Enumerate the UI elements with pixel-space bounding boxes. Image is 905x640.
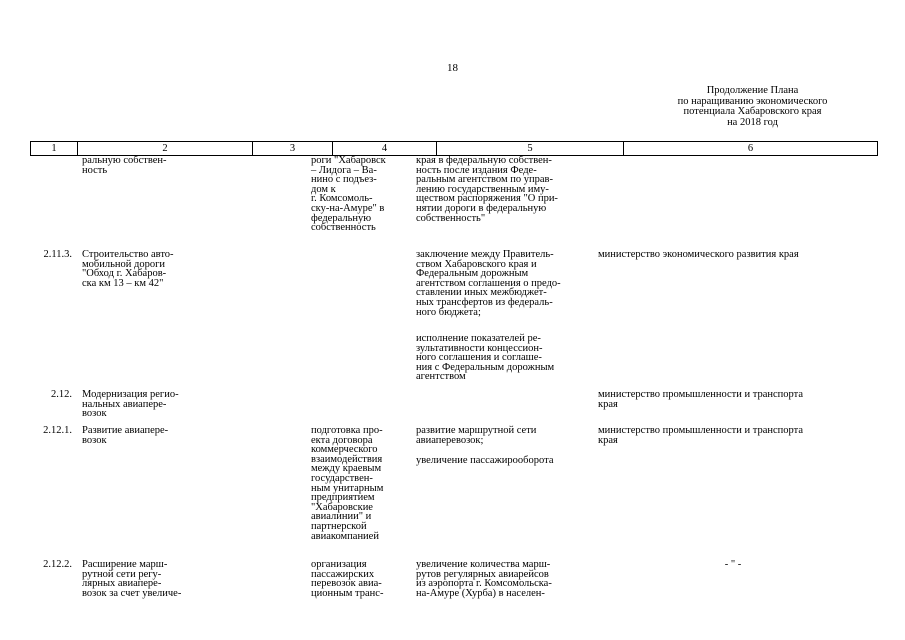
column-number-1: 1 (31, 142, 78, 156)
row-3-action: подготовка про- екта договора коммерческого взаимодействия между краевым государствен- ным унитарным предприятием "Хабаровские авиалинии" и партнерской авиакомпанией (311, 425, 384, 542)
plan-header (640, 86, 865, 128)
row-1-result: заключение между Правитель- ством Хабаровского края и Федеральным дорожным агентством соглашения о предо- ставлении иных межбюджет- ных трансфертов из федераль- ного бюджета; (416, 249, 561, 318)
row-2-responsible: министерство промышленности и транспорта края (598, 389, 804, 410)
row-3-responsible: министерство промышленности и транспорта края (598, 425, 804, 446)
header-line-1: Продолжение Плана (706, 85, 799, 96)
header-line-3: потенциала Хабаровского края (683, 106, 822, 117)
row-1-result-2: исполнение показателей ре- зультативности концессион- ного соглашения и соглаше- ния с Федеральным дорожным агентством (416, 333, 555, 383)
column-number-header (30, 141, 878, 156)
row-0-action: роги "Хабаровск – Лидога – Ва- нино с подъез- дом к г. Комсомоль- ску-на-Амуре" в федеральную собственность (311, 155, 386, 234)
column-number-2: 2 (78, 142, 253, 156)
row-4-action: организация пассажирских перевозок авиа- ционным транс- (311, 559, 384, 599)
row-2-number: 2.12. (51, 389, 72, 400)
row-2-task: Модернизация регио- нальных авиапере- возок (82, 389, 179, 420)
column-number-3: 3 (253, 142, 333, 156)
row-0-result: края в федеральную собствен- ность после издания Феде- ральным агентством по управ- лению государственным иму- ществом распоряжения "О при- нятии дороги в федеральную собственность" (416, 155, 558, 224)
column-number-4: 4 (333, 142, 437, 156)
header-line-2: по наращиванию экономического (677, 95, 828, 107)
row-1-task: Строительство авто- мобильной дороги "Обход г. Хабаров- ска км 13 – км 42" (82, 249, 174, 289)
row-4-number: 2.12.2. (43, 559, 72, 570)
row-3-result: развитие маршрутной сети авиаперевозок; (416, 425, 537, 446)
page-number: 18 (447, 62, 458, 74)
row-3-number: 2.12.1. (43, 425, 72, 436)
row-1-responsible: министерство экономического развития края (598, 249, 799, 260)
row-0-task: ральную собствен- ность (82, 155, 167, 176)
column-number-5: 5 (437, 142, 624, 156)
header-line-4: на 2018 год (727, 116, 778, 128)
row-1-number: 2.11.3. (43, 249, 72, 260)
column-number-6: 6 (624, 142, 878, 156)
row-4-responsible-ditto: - " - (724, 559, 742, 570)
row-4-task: Расширение марш- рутной сети регу- лярных авиапере- возок за счет увеличе- (82, 559, 182, 599)
row-3-result-2: увеличение пассажирооборота (416, 455, 554, 466)
row-4-result: увеличение количества марш- рутов регулярных авиарейсов из аэропорта г. Комсомольска- на-Амуре (Хурба) в населен- (416, 559, 552, 599)
row-3-task: Развитие авиапере- возок (82, 425, 169, 446)
